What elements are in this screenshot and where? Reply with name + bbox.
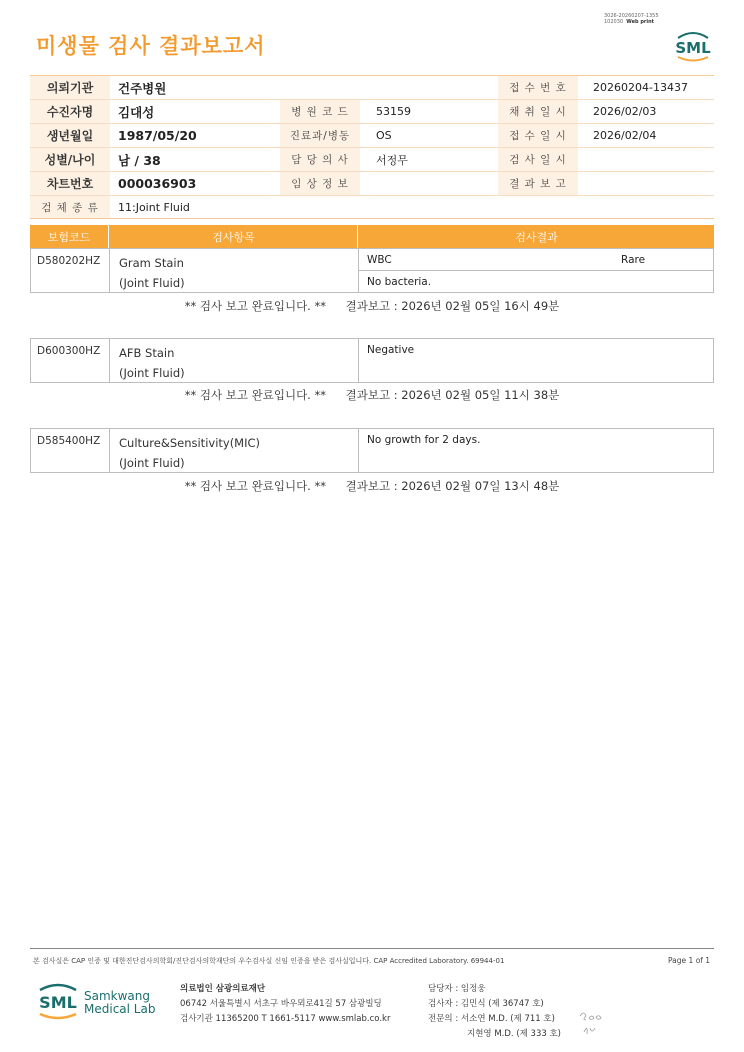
header-result: 검사결과 — [357, 225, 715, 248]
info-row — [30, 172, 714, 196]
info-value: 2026/02/03 — [593, 105, 657, 118]
result-text: No bacteria. — [367, 276, 432, 288]
report-complete-line — [30, 478, 714, 494]
info-label: 접 수 번 호 — [498, 76, 578, 99]
footer-divider — [30, 948, 714, 949]
info-label: 결 과 보 고 — [498, 172, 578, 195]
staff-tester: 검사자 : 김민식 (제 36747 호) — [428, 999, 544, 1009]
report-datetime: 결과보고 : 2026년 02월 07일 13시 48분 — [345, 479, 560, 493]
insurance-code: D585400HZ — [37, 435, 101, 447]
test-name: Gram Stain — [119, 256, 184, 270]
staff-specialist1: 전문의 : 서소연 M.D. (제 711 호) — [428, 1014, 555, 1024]
specimen-value: 11:Joint Fluid — [118, 200, 190, 214]
web-print-label: Web print — [626, 19, 655, 25]
result-value: Rare — [621, 254, 646, 266]
info-value: 남 / 38 — [118, 152, 161, 168]
print-meta-line2: 102030 — [604, 19, 624, 25]
test-name: AFB Stain — [119, 346, 175, 360]
info-label: 담 당 의 사 — [280, 148, 360, 171]
info-value: 000036903 — [118, 176, 197, 191]
report-complete-line — [30, 387, 714, 403]
result-text: Negative — [367, 344, 415, 356]
staff-specialist2: 지현영 M.D. (제 333 호) — [467, 1029, 562, 1039]
test-item — [119, 253, 185, 293]
test-specimen: (Joint Fluid) — [119, 456, 185, 470]
specimen-row — [30, 196, 714, 219]
info-value: 20260204-13437 — [593, 81, 688, 94]
test-item — [119, 433, 260, 473]
info-label: 진료과/병동 — [280, 124, 360, 147]
page-number: Page 1 of 1 — [668, 956, 711, 965]
info-value: 건주병원 — [118, 80, 167, 96]
report-datetime: 결과보고 : 2026년 02월 05일 11시 38분 — [345, 388, 560, 402]
info-label: 병 원 코 드 — [280, 100, 360, 123]
info-value: 1987/05/20 — [118, 128, 197, 143]
info-value — [368, 172, 496, 195]
svg-text:SML: SML — [675, 39, 711, 57]
patient-info-table — [30, 75, 714, 219]
info-label: 생년월일 — [30, 124, 110, 147]
test-block — [30, 428, 714, 473]
org-contact: 검사기관 11365200 T 1661-5117 www.smlab.co.kr — [180, 1014, 391, 1024]
brand-name — [84, 990, 155, 1016]
report-complete-text: ** 검사 보고 완료입니다. ** — [184, 388, 326, 402]
info-value: 53159 — [376, 105, 411, 118]
info-label: 접 수 일 시 — [498, 124, 578, 147]
results-header — [30, 225, 714, 248]
report-complete-text: ** 검사 보고 완료입니다. ** — [184, 299, 326, 313]
info-value: 서정무 — [376, 153, 408, 167]
header-code: 보험코드 — [47, 230, 91, 244]
report-title: 미생물 검사 결과보고서 — [36, 34, 266, 58]
test-item — [119, 343, 185, 383]
info-value: 2026/02/04 — [593, 129, 657, 142]
brand-line1: Samkwang — [84, 989, 150, 1003]
org-name: 의료법인 삼광의료재단 — [180, 984, 266, 994]
info-label: 차트번호 — [30, 172, 110, 195]
insurance-code: D580202HZ — [37, 255, 101, 267]
test-specimen: (Joint Fluid) — [119, 366, 185, 380]
test-specimen: (Joint Fluid) — [119, 276, 185, 290]
info-label: 성별/나이 — [30, 148, 110, 171]
specimen-label: 검 체 종 류 — [30, 196, 110, 218]
brand-line2: Medical Lab — [84, 1002, 156, 1016]
print-meta-line1: 3026-20260207-1355 — [604, 13, 659, 19]
info-row — [30, 76, 714, 100]
info-row — [30, 124, 714, 148]
info-label: 채 취 일 시 — [498, 100, 578, 123]
result-text: No growth for 2 days. — [367, 434, 481, 446]
test-name: Culture&Sensitivity(MIC) — [119, 436, 261, 450]
info-label: 임 상 정 보 — [280, 172, 360, 195]
samkwang-logo-icon — [36, 978, 80, 1030]
report-complete-text: ** 검사 보고 완료입니다. ** — [184, 479, 326, 493]
result-label: WBC — [367, 254, 392, 266]
info-label: 의뢰기관 — [30, 76, 110, 99]
svg-text:SML: SML — [39, 993, 77, 1012]
signature-icon — [578, 1008, 610, 1042]
staff-info — [428, 982, 561, 1042]
info-value — [585, 148, 722, 171]
test-block — [30, 248, 714, 293]
org-address: 06742 서울특별시 서초구 바우뫼로41길 57 삼광빌딩 — [180, 999, 382, 1009]
print-meta — [604, 13, 659, 25]
report-datetime: 결과보고 : 2026년 02월 05일 16시 49분 — [345, 299, 560, 313]
info-value — [585, 172, 722, 195]
sml-logo-icon — [672, 26, 714, 68]
info-value: OS — [376, 129, 392, 142]
staff-manager: 담당자 : 임정웅 — [428, 984, 486, 994]
info-row — [30, 100, 714, 124]
info-value: 김대성 — [118, 104, 155, 120]
org-info — [180, 982, 390, 1027]
test-block — [30, 338, 714, 383]
header-item: 검사항목 — [108, 225, 358, 248]
report-complete-line — [30, 298, 714, 314]
insurance-code: D600300HZ — [37, 345, 101, 357]
info-label: 검 사 일 시 — [498, 148, 578, 171]
info-label: 수진자명 — [30, 100, 110, 123]
accreditation-note: 본 검사실은 CAP 인증 및 대한진단검사의학회/진단검사의학재단의 우수검사실 신임 인증을 받은 검사실입니다. CAP Accredited Laboratory. 69944-01 — [33, 957, 505, 965]
info-row — [30, 148, 714, 172]
